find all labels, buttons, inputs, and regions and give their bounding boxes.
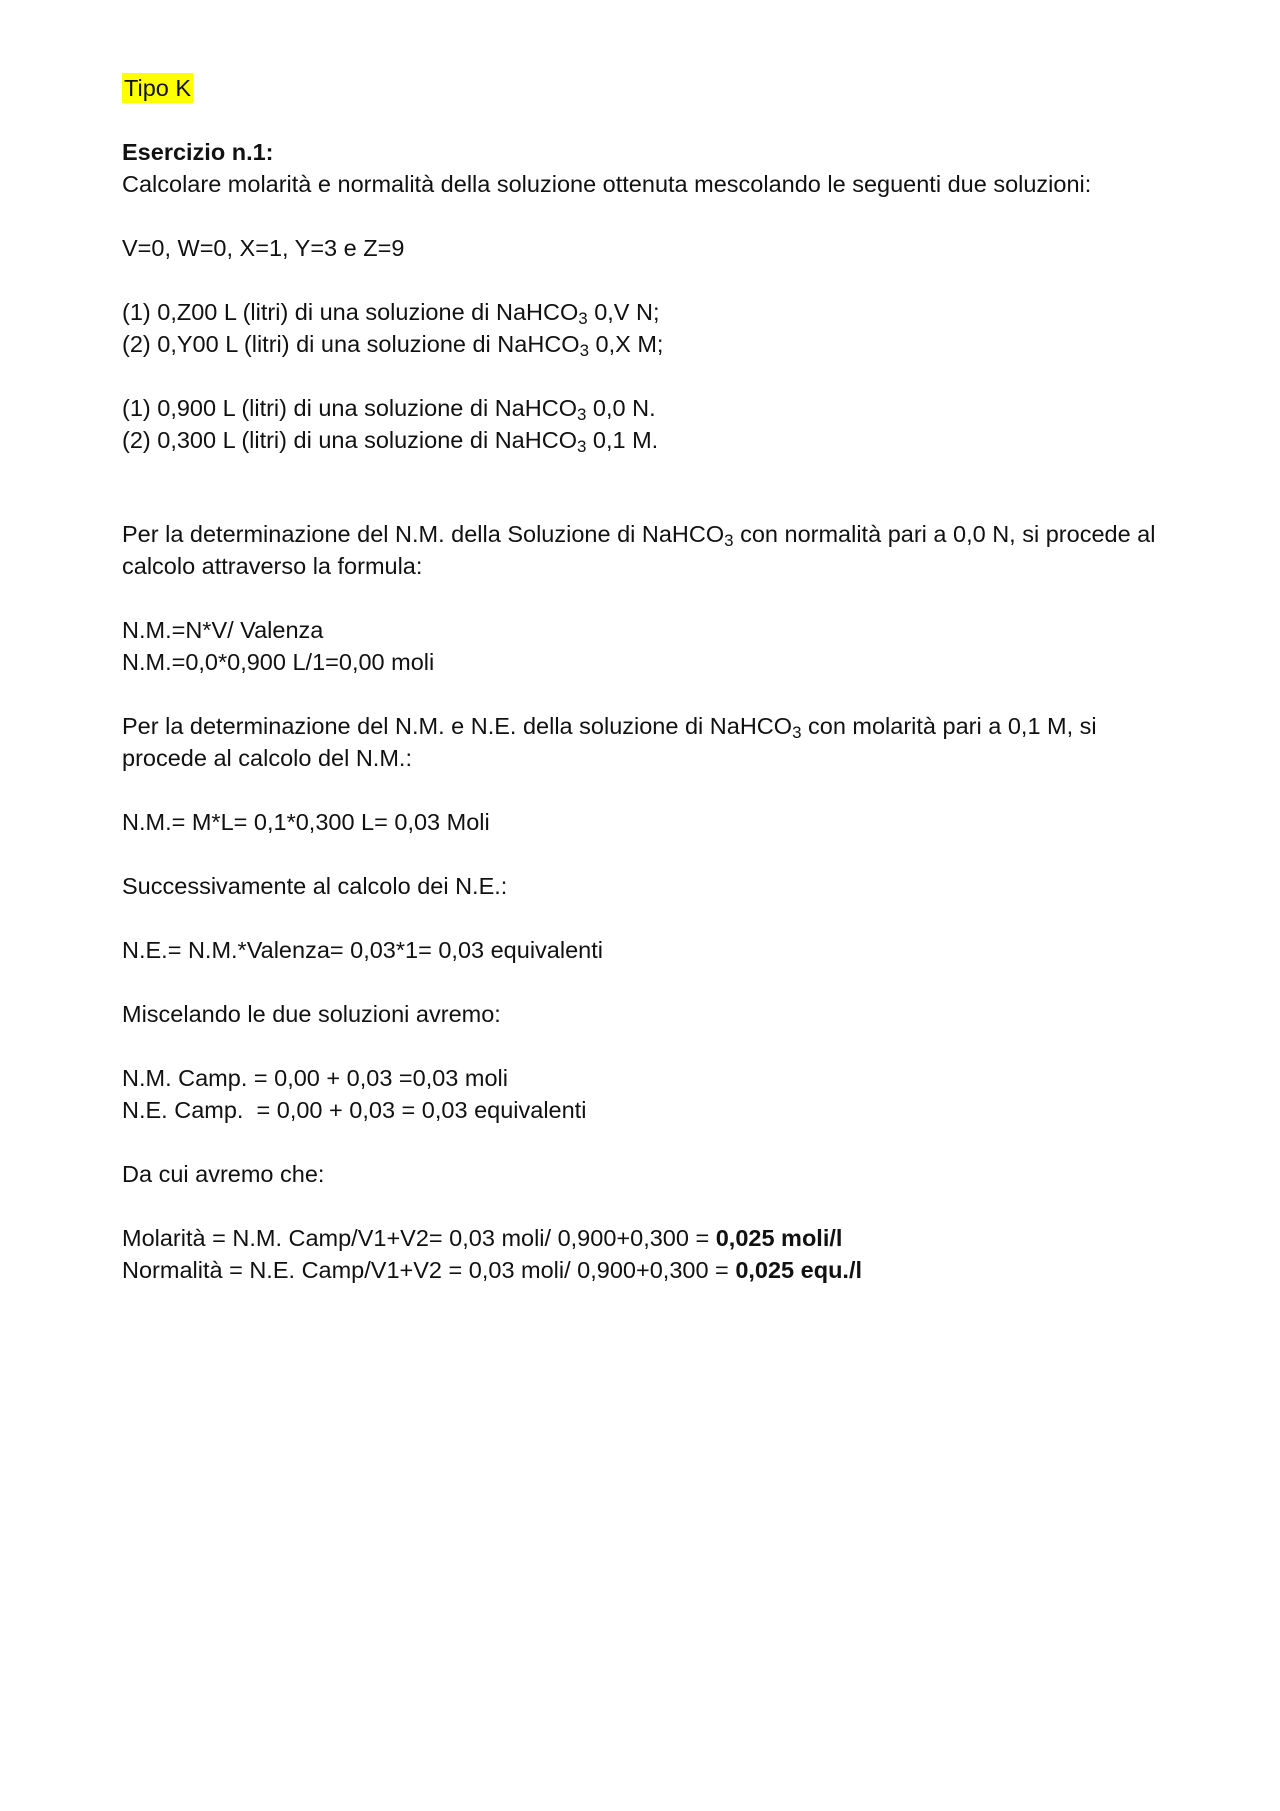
formula-nm-computed: N.M.=0,0*0,900 L/1=0,00 moli <box>122 649 435 675</box>
exercise-title: Esercizio n.1: <box>122 139 274 165</box>
spacer <box>122 456 1172 518</box>
exercise-prompt: Calcolare molarità e normalità della soluzione ottenuta mescolando le seguenti due soluzioni: <box>122 171 1092 197</box>
spacer <box>122 838 1172 870</box>
template-solution-1: (1) 0,Z00 L (litri) di una soluzione di NaHCO$_3$ 0,V N; <box>122 299 660 329</box>
nm-ne-determination-paragraph: Per la determinazione del N.M. e N.E. della soluzione di NaHCO$_3$ con molarità pari a 0,1 M, si <box>122 713 1097 743</box>
variables-line: V=0, W=0, X=1, Y=3 e Z=9 <box>122 235 405 261</box>
normality-result-value: 0,025 equ./l <box>735 1257 863 1283</box>
therefore-text: Da cui avremo che: <box>122 1161 325 1187</box>
spacer <box>122 902 1172 934</box>
successively-text: Successivamente al calcolo dei N.E.: <box>122 873 508 899</box>
spacer <box>122 1190 1172 1222</box>
template-solution-2: (2) 0,Y00 L (litri) di una soluzione di NaHCO$_3$ 0,X M; <box>122 331 664 361</box>
spacer <box>122 774 1172 806</box>
spacer <box>122 104 1172 136</box>
nm-determination-paragraph-line2: calcolo attraverso la formula: <box>122 553 423 579</box>
molarity-result-value: 0,025 moli/l <box>715 1225 843 1251</box>
molarity-result-line: Molarità = N.M. Camp/V1+V2= 0,03 moli/ 0,900+0,300 = 0,025 moli/l <box>122 1225 843 1251</box>
camp-ne-line: N.E. Camp. = 0,00 + 0,03 = 0,03 equivalenti <box>122 1097 587 1123</box>
spacer <box>122 1030 1172 1062</box>
nm-determination-paragraph: Per la determinazione del N.M. della Soluzione di NaHCO$_3$ con normalità pari a 0,0 N, si procede al <box>122 521 1156 551</box>
nm-ne-determination-paragraph-line2: procede al calcolo del N.M.: <box>122 745 412 771</box>
camp-nm-line: N.M. Camp. = 0,00 + 0,03 =0,03 moli <box>122 1065 508 1091</box>
formula-nm-molarity: N.M.= M*L= 0,1*0,300 L= 0,03 Moli <box>122 809 490 835</box>
value-solution-2: (2) 0,300 L (litri) di una soluzione di NaHCO$_3$ 0,1 M. <box>122 427 659 457</box>
spacer <box>122 360 1172 392</box>
spacer <box>122 264 1172 296</box>
formula-ne: N.E.= N.M.*Valenza= 0,03*1= 0,03 equivalenti <box>122 937 603 963</box>
normality-result-line: Normalità = N.E. Camp/V1+V2 = 0,03 moli/ 0,900+0,300 = 0,025 equ./l <box>122 1257 863 1283</box>
spacer <box>122 582 1172 614</box>
type-tag-line <box>122 72 1172 104</box>
mixing-text: Miscelando le due soluzioni avremo: <box>122 1001 501 1027</box>
value-solution-1: (1) 0,900 L (litri) di una soluzione di NaHCO$_3$ 0,0 N. <box>122 395 656 425</box>
type-tag-highlight: Tipo K <box>124 75 192 101</box>
spacer <box>122 966 1172 998</box>
spacer <box>122 200 1172 232</box>
spacer <box>122 1126 1172 1158</box>
formula-nm-general: N.M.=N*V/ Valenza <box>122 617 324 643</box>
spacer <box>122 678 1172 710</box>
document-body <box>122 72 1172 1286</box>
